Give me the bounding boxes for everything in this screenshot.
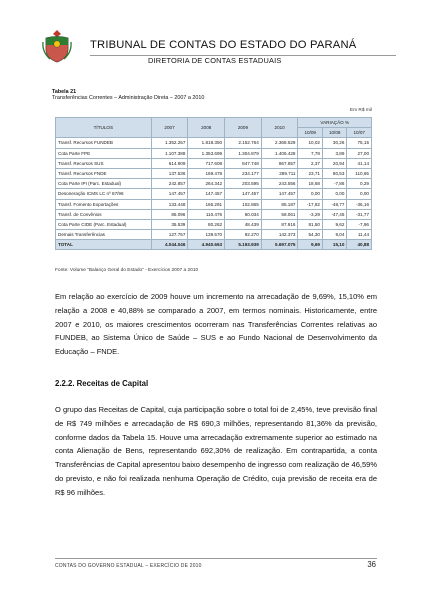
transfers-table bbox=[55, 117, 372, 250]
coat-of-arms-icon bbox=[42, 28, 72, 64]
institution-title: TRIBUNAL DE CONTAS DO ESTADO DO PARANÁ bbox=[90, 39, 357, 51]
cell-var-10-07: 27,00 bbox=[347, 148, 372, 158]
cell-2009: 234.177 bbox=[225, 168, 262, 178]
page-number: 36 bbox=[367, 560, 376, 569]
table-row bbox=[56, 219, 372, 229]
cell-2008: 1.353.699 bbox=[188, 148, 225, 158]
cell-2010: 2.368.529 bbox=[261, 138, 298, 148]
table-total-row bbox=[56, 240, 372, 250]
total-2010: 5.697.075 bbox=[261, 240, 298, 250]
cell-2008: 717.608 bbox=[188, 158, 225, 168]
table-row bbox=[56, 138, 372, 148]
table-row bbox=[56, 168, 372, 178]
cell-var-10-07: -36,16 bbox=[347, 199, 372, 209]
cell-2009: 1.304.879 bbox=[225, 148, 262, 158]
row-title: Cota Parte FPE bbox=[56, 148, 152, 158]
header-variation: VARIAÇÃO % bbox=[298, 118, 372, 128]
cell-var-10-08: -47,45 bbox=[322, 209, 346, 219]
cell-var-10-08: 0,00 bbox=[322, 189, 346, 199]
header-titles: TÍTULOS bbox=[56, 118, 152, 138]
cell-2009: 92.270 bbox=[225, 230, 262, 240]
cell-var-10-08: -48,77 bbox=[322, 199, 346, 209]
total-label: TOTAL bbox=[56, 240, 152, 250]
header-var-10-07: 10/07 bbox=[347, 128, 372, 138]
cell-var-10-09: 10,02 bbox=[298, 138, 322, 148]
cell-2008: 80.262 bbox=[188, 219, 225, 229]
table-label: Tabela 21 bbox=[52, 89, 77, 95]
cell-2008: 139.570 bbox=[188, 230, 225, 240]
cell-var-10-09: 2,37 bbox=[298, 158, 322, 168]
cell-2007: 85.096 bbox=[151, 209, 188, 219]
cell-2007: 137.536 bbox=[151, 168, 188, 178]
cell-2010: 147.457 bbox=[261, 189, 298, 199]
cell-var-10-09: 81,50 bbox=[298, 219, 322, 229]
cell-2009: 48.439 bbox=[225, 219, 262, 229]
row-title: Cota Parte CIDE (Parc. Estadual) bbox=[56, 219, 152, 229]
cell-2007: 147.457 bbox=[151, 189, 188, 199]
cell-var-10-08: 80,53 bbox=[322, 168, 346, 178]
cell-2007: 1.107.388 bbox=[151, 148, 188, 158]
page-header bbox=[36, 24, 396, 72]
table-source: Fonte: Volume “Balanço Geral do Estado” - Exercícios 2007 a 2010 bbox=[55, 268, 199, 273]
cell-2007: 133.448 bbox=[151, 199, 188, 209]
cell-2009: 102.865 bbox=[225, 199, 262, 209]
total-var-10-09: 9,69 bbox=[298, 240, 322, 250]
row-title: Transf. Recursos FUNDEB bbox=[56, 138, 152, 148]
header-var-10-09: 10/09 bbox=[298, 128, 322, 138]
cell-var-10-09: 23,71 bbox=[298, 168, 322, 178]
cell-var-10-09: -17,82 bbox=[298, 199, 322, 209]
table-unit: Em R$ mil bbox=[349, 108, 372, 113]
cell-var-10-07: -31,77 bbox=[347, 209, 372, 219]
cell-2008: 1.818.350 bbox=[188, 138, 225, 148]
row-title: Desoneração ICMS LC nº 87/96 bbox=[56, 189, 152, 199]
table-row bbox=[56, 209, 372, 219]
body-paragraph-1: Em relação ao exercício de 2009 houve um incremento na arrecadação de 9,69%, 15,10% em relação a 2008 e 40,88% se comparado a 2007, em termos nominais. Historicamente, entre 2007 e 2010, os maiores crescimentos ocorreram nas Transferências Correntes relativas ao FUNDEB, ao Sistema Único de Saúde – SUS e ao Fundo Nacional de Desenvolvimento da Educação – FNDE. bbox=[55, 292, 377, 357]
cell-var-10-07: 110,65 bbox=[347, 168, 372, 178]
section-title: 2.2.2. Receitas de Capital bbox=[55, 379, 149, 388]
cell-2010: 243.556 bbox=[261, 179, 298, 189]
cell-2010: 142.373 bbox=[261, 230, 298, 240]
table-row bbox=[56, 148, 372, 158]
header-var-10-08: 10/08 bbox=[322, 128, 346, 138]
cell-2008: 147.457 bbox=[188, 189, 225, 199]
header-2009: 2009 bbox=[225, 118, 262, 138]
header-2008: 2008 bbox=[188, 118, 225, 138]
table-row bbox=[56, 199, 372, 209]
row-title: Transf. Fomento Exportações bbox=[56, 199, 152, 209]
cell-var-10-07: 0,00 bbox=[347, 189, 372, 199]
cell-var-10-09: 7,78 bbox=[298, 148, 322, 158]
cell-var-10-08: 9,62 bbox=[322, 219, 346, 229]
cell-var-10-09: 0,00 bbox=[298, 189, 322, 199]
table-caption: Transferências Correntes – Administração Direta – 2007 a 2010 bbox=[52, 95, 205, 102]
table-row bbox=[56, 158, 372, 168]
cell-2009: 847.748 bbox=[225, 158, 262, 168]
total-var-10-07: 40,88 bbox=[347, 240, 372, 250]
cell-2009: 60.034 bbox=[225, 209, 262, 219]
cell-var-10-08: 20,94 bbox=[322, 158, 346, 168]
table-row bbox=[56, 179, 372, 189]
cell-2009: 2.152.764 bbox=[225, 138, 262, 148]
cell-2010: 1.406.428 bbox=[261, 148, 298, 158]
cell-2007: 1.352.257 bbox=[151, 138, 188, 148]
body-paragraph-2: O grupo das Receitas de Capital, cuja participação sobre o total foi de 2,45%, teve previsão final de R$ 749 milhões e arrecadação de R$ 690,3 milhões, representando 81,36% da previsão, conforme dados da Tabela 15. Houve uma arrecadação extremamente superior ao estimado na conta Alienação de Bens, representando 692,30% de realização. Em contrapartida, a conta Transferências de Capital apresentou baixo desempenho de ingresso com realização de 46,59% do previsto, e não foi realizada nenhuma Operação de Crédito, cuja previsão de receita era de R$ 96 milhões. bbox=[55, 405, 377, 497]
cell-var-10-07: 11,44 bbox=[347, 230, 372, 240]
total-2008: 4.940.663 bbox=[188, 240, 225, 250]
cell-var-10-08: 30,26 bbox=[322, 138, 346, 148]
cell-2009: 147.457 bbox=[225, 189, 262, 199]
cell-2007: 35.539 bbox=[151, 219, 188, 229]
cell-2007: 614.909 bbox=[151, 158, 188, 168]
cell-2007: 242.857 bbox=[151, 179, 188, 189]
row-title: Transf. de Convênios bbox=[56, 209, 152, 219]
total-var-10-08: 15,10 bbox=[322, 240, 346, 250]
table-heading bbox=[52, 89, 204, 101]
row-title: Transf. Recursos FNDE bbox=[56, 168, 152, 178]
cell-2008: 169.478 bbox=[188, 168, 225, 178]
table-row bbox=[56, 189, 372, 199]
total-2009: 5.193.939 bbox=[225, 240, 262, 250]
cell-var-10-07: 75,15 bbox=[347, 138, 372, 148]
row-title: Cota Parte IPI (Parc. Estadual) bbox=[56, 179, 152, 189]
row-title: Transf. Recursos SUS bbox=[56, 158, 152, 168]
header-2007: 2007 bbox=[151, 118, 188, 138]
cell-2010: 87.916 bbox=[261, 219, 298, 229]
cell-2010: 58.061 bbox=[261, 209, 298, 219]
footer-divider bbox=[55, 558, 377, 559]
total-2007: 4.044.046 bbox=[151, 240, 188, 250]
cell-var-10-09: 18,68 bbox=[298, 179, 322, 189]
table-body bbox=[56, 138, 372, 250]
cell-var-10-09: 54,30 bbox=[298, 230, 322, 240]
cell-2008: 166.291 bbox=[188, 199, 225, 209]
cell-var-10-07: -7,96 bbox=[347, 219, 372, 229]
department-subtitle: DIRETORIA DE CONTAS ESTADUAIS bbox=[148, 56, 282, 65]
cell-var-10-08: 3,89 bbox=[322, 148, 346, 158]
footer-text: CONTAS DO GOVERNO ESTADUAL – EXERCÍCIO DE 2010 bbox=[55, 563, 202, 569]
cell-2010: 867.857 bbox=[261, 158, 298, 168]
cell-2007: 127.757 bbox=[151, 230, 188, 240]
cell-2008: 264.342 bbox=[188, 179, 225, 189]
cell-2008: 110.476 bbox=[188, 209, 225, 219]
cell-2009: 203.595 bbox=[225, 179, 262, 189]
table-row bbox=[56, 230, 372, 240]
cell-var-10-07: 41,14 bbox=[347, 158, 372, 168]
cell-var-10-07: 0,29 bbox=[347, 179, 372, 189]
cell-2010: 85.187 bbox=[261, 199, 298, 209]
cell-var-10-09: -3,29 bbox=[298, 209, 322, 219]
cell-var-10-08: 9,04 bbox=[322, 230, 346, 240]
row-title: Demais Transferências bbox=[56, 230, 152, 240]
header-2010: 2010 bbox=[261, 118, 298, 138]
cell-2010: 289.711 bbox=[261, 168, 298, 178]
cell-var-10-08: -7,86 bbox=[322, 179, 346, 189]
